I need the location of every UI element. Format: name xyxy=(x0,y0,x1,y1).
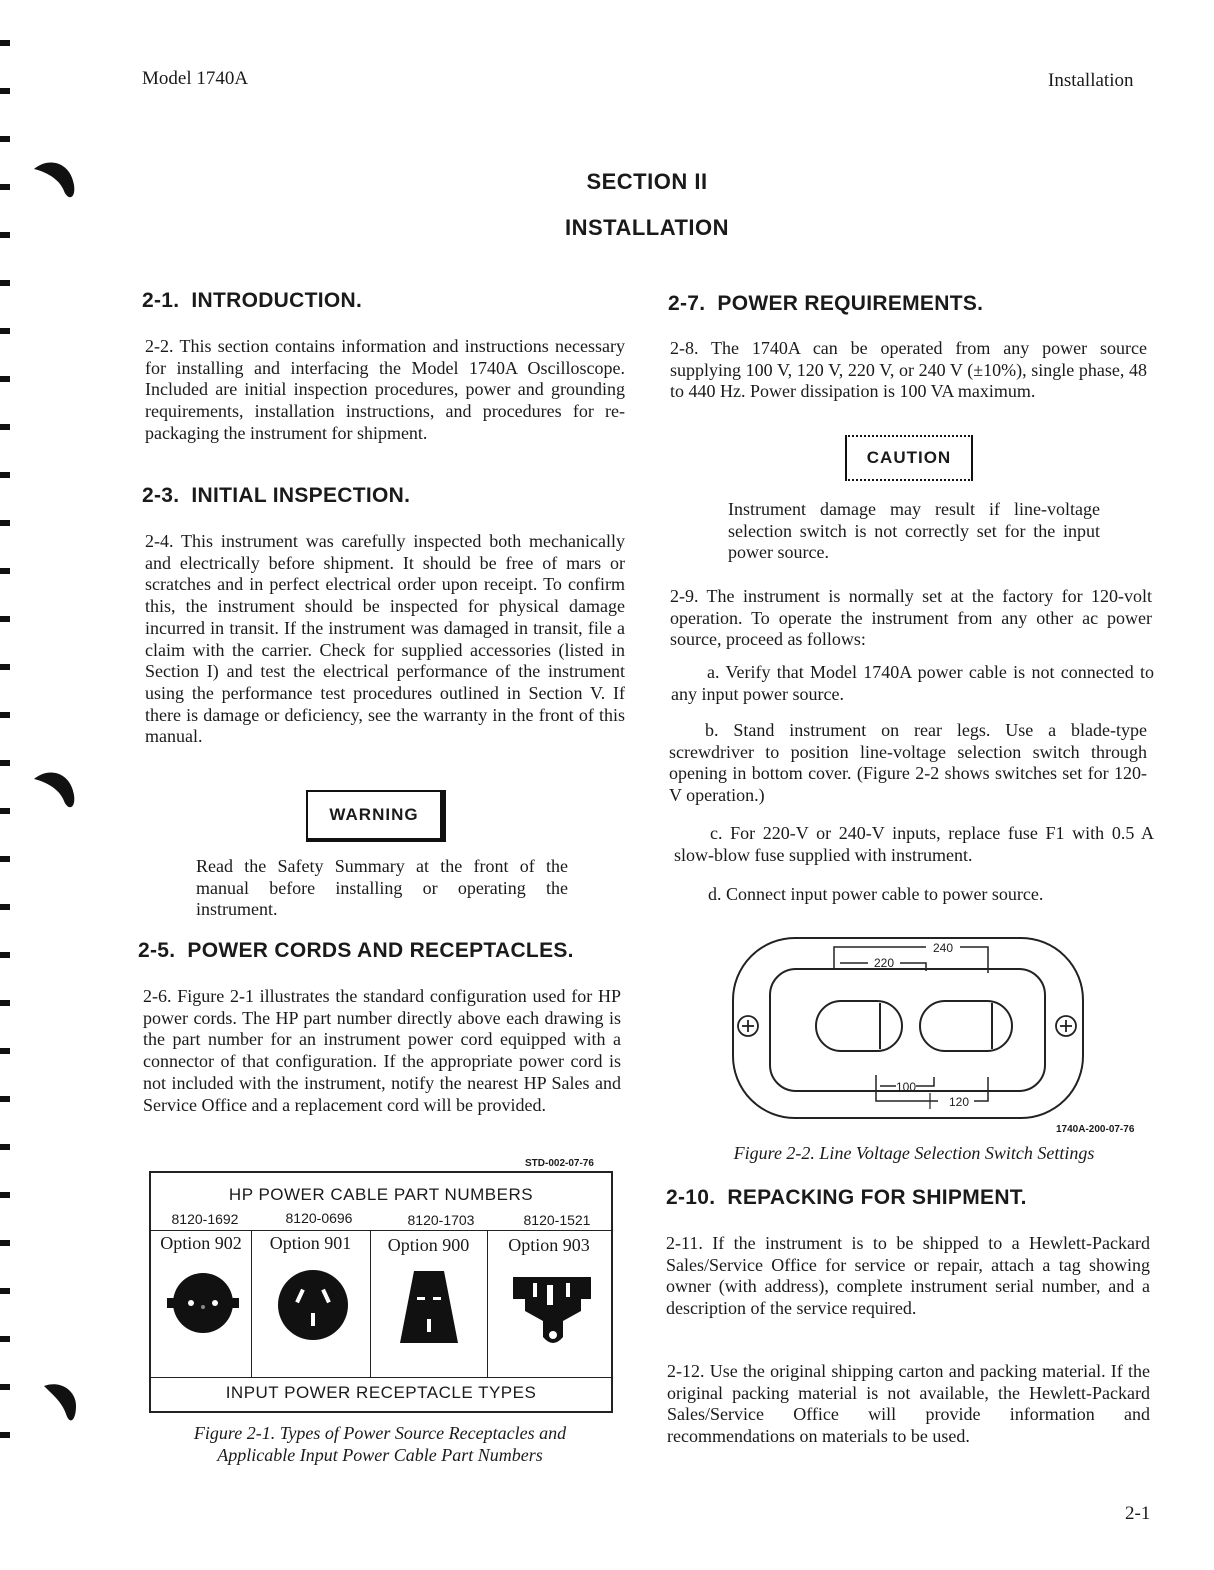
binder-hole-middle xyxy=(30,765,80,815)
heading-number: 2-5. xyxy=(138,939,176,962)
heading-number: 2-7. xyxy=(668,292,706,315)
heading-number: 2-10. xyxy=(666,1186,716,1209)
heading-title: REPACKING FOR SHIPMENT. xyxy=(727,1186,1027,1209)
binding-edge-marks xyxy=(0,40,14,1480)
heading-title: POWER CORDS AND RECEPTACLES. xyxy=(187,939,574,962)
warning-text: Read the Safety Summary at the front of the manual before installing or operating the instrument. xyxy=(196,856,568,920)
caution-text: Instrument damage may result if line-voltage selection switch is not correctly set for the input power source. xyxy=(728,499,1100,563)
figure-2-1-caption-line2: Applicable Input Power Cable Part Numbers xyxy=(217,1445,543,1465)
binder-hole-bottom xyxy=(40,1380,80,1430)
paragraph-2-2: 2-2. This section contains information and instructions necessary for installing and interfacing the Model 1740A Oscilloscope. Included are initial inspection procedures, power and grounding requirements, installation instructions, and procedures for re-packaging the instrument for shipment. xyxy=(145,336,625,443)
receptacle-903-icon xyxy=(507,1269,597,1351)
figure-2-2-id: 1740A-200-07-76 xyxy=(1056,1124,1135,1135)
figure-2-1-caption-line1: Figure 2-1. Types of Power Source Receptacles and xyxy=(193,1423,567,1443)
paragraph-2-9: 2-9. The instrument is normally set at the factory for 120-volt operation. To operate the instrument from any other ac power source, proceed as follows: xyxy=(670,586,1152,650)
receptacle-902-icon xyxy=(165,1267,245,1339)
warning-badge: WARNING xyxy=(306,790,446,842)
heading-power-cords xyxy=(138,939,574,963)
heading-repacking xyxy=(666,1186,1027,1210)
line-voltage-switch-figure xyxy=(730,935,1088,1120)
figure-2-1-id: STD-002-07-76 xyxy=(525,1158,594,1169)
table-title: HP POWER CABLE PART NUMBERS xyxy=(228,1185,534,1204)
figure-2-2-caption: Figure 2-2. Line Voltage Selection Switch Settings xyxy=(733,1143,1095,1163)
header-section-name: Installation xyxy=(1048,70,1134,91)
heading-initial-inspection xyxy=(142,484,410,508)
label-240: 240 xyxy=(932,941,954,955)
part-number: 8120-1703 xyxy=(407,1212,475,1228)
part-number: 8120-0696 xyxy=(285,1210,353,1226)
header-model: Model 1740A xyxy=(142,68,249,89)
label-220: 220 xyxy=(873,956,895,970)
power-cable-table xyxy=(149,1171,613,1413)
step-d: d. Connect input power cable to power source. xyxy=(708,884,1044,904)
table-footer: INPUT POWER RECEPTACLE TYPES xyxy=(225,1383,537,1402)
paragraph-2-12: 2-12. Use the original shipping carton and packing material. If the original packing material is not available, the Hewlett-Packard Sales/Service Office will provide information and recommendations on materials to be used. xyxy=(667,1361,1150,1447)
option-label: Option 903 xyxy=(508,1235,590,1255)
label-100: 100 xyxy=(895,1080,917,1094)
step-b: b. Stand instrument on rear legs. Use a blade-type screwdriver to position line-voltage selection switch through opening in bottom cover. (Figure 2-2 shows switches set for 120-V operation.) xyxy=(669,720,1147,806)
page-number: 2-1 xyxy=(1125,1503,1151,1524)
paragraph-2-4: 2-4. This instrument was carefully inspected both mechanically and electrically before shipment. It should be free of mars or scratches and in perfect electrical order upon receipt. To confirm this, the instrument should be inspected for physical damage incurred in transit. If the instrument was damaged in transit, file a claim with the carrier. Check for supplied accessories (listed in Section I) and test the electrical performance of the instrument using the performance test procedures outlined in Section V. If there is damage or deficiency, see the warranty in the front of this manual. xyxy=(145,531,625,747)
heading-number: 2-1. xyxy=(142,289,180,312)
section-title: INSTALLATION xyxy=(564,215,730,240)
option-label: Option 901 xyxy=(269,1233,352,1253)
heading-title: INTRODUCTION. xyxy=(191,289,363,312)
receptacle-900-icon xyxy=(394,1265,464,1349)
part-number: 8120-1692 xyxy=(171,1211,239,1227)
part-number: 8120-1521 xyxy=(523,1212,591,1228)
paragraph-2-8: 2-8. The 1740A can be operated from any power source supplying 100 V, 120 V, 220 V, or 240 V (±10%), single phase, 48 to 440 Hz. Power dissipation is 100 VA maximum. xyxy=(670,338,1147,402)
caution-badge: CAUTION xyxy=(845,435,973,481)
heading-introduction xyxy=(142,289,362,313)
paragraph-2-11: 2-11. If the instrument is to be shipped to a Hewlett-Packard Sales/Service Office for service or repair, attach a tag showing owner (with address), complete instrument serial number, and a description of the service required. xyxy=(666,1233,1150,1319)
heading-number: 2-3. xyxy=(142,484,180,507)
receptacle-901-icon xyxy=(273,1267,353,1343)
option-label: Option 900 xyxy=(387,1235,470,1255)
step-c: c. For 220-V or 240-V inputs, replace fuse F1 with 0.5 A slow-blow fuse supplied with instrument. xyxy=(674,823,1154,865)
step-a: a. Verify that Model 1740A power cable is not connected to any input power source. xyxy=(671,662,1154,704)
label-120: 120 xyxy=(948,1095,970,1109)
section-number: SECTION II xyxy=(586,169,708,194)
heading-power-requirements xyxy=(668,292,983,316)
heading-title: INITIAL INSPECTION. xyxy=(191,484,411,507)
option-label: Option 902 xyxy=(160,1233,242,1253)
paragraph-2-6: 2-6. Figure 2-1 illustrates the standard configuration used for HP power cords. The HP part number directly above each drawing is the part number for an instrument power cord equipped with a connector of that configuration. If the appropriate power cord is not included with the instrument, notify the nearest HP Sales and Service Office and a replacement cord will be provided. xyxy=(143,986,621,1115)
heading-title: POWER REQUIREMENTS. xyxy=(717,292,984,315)
